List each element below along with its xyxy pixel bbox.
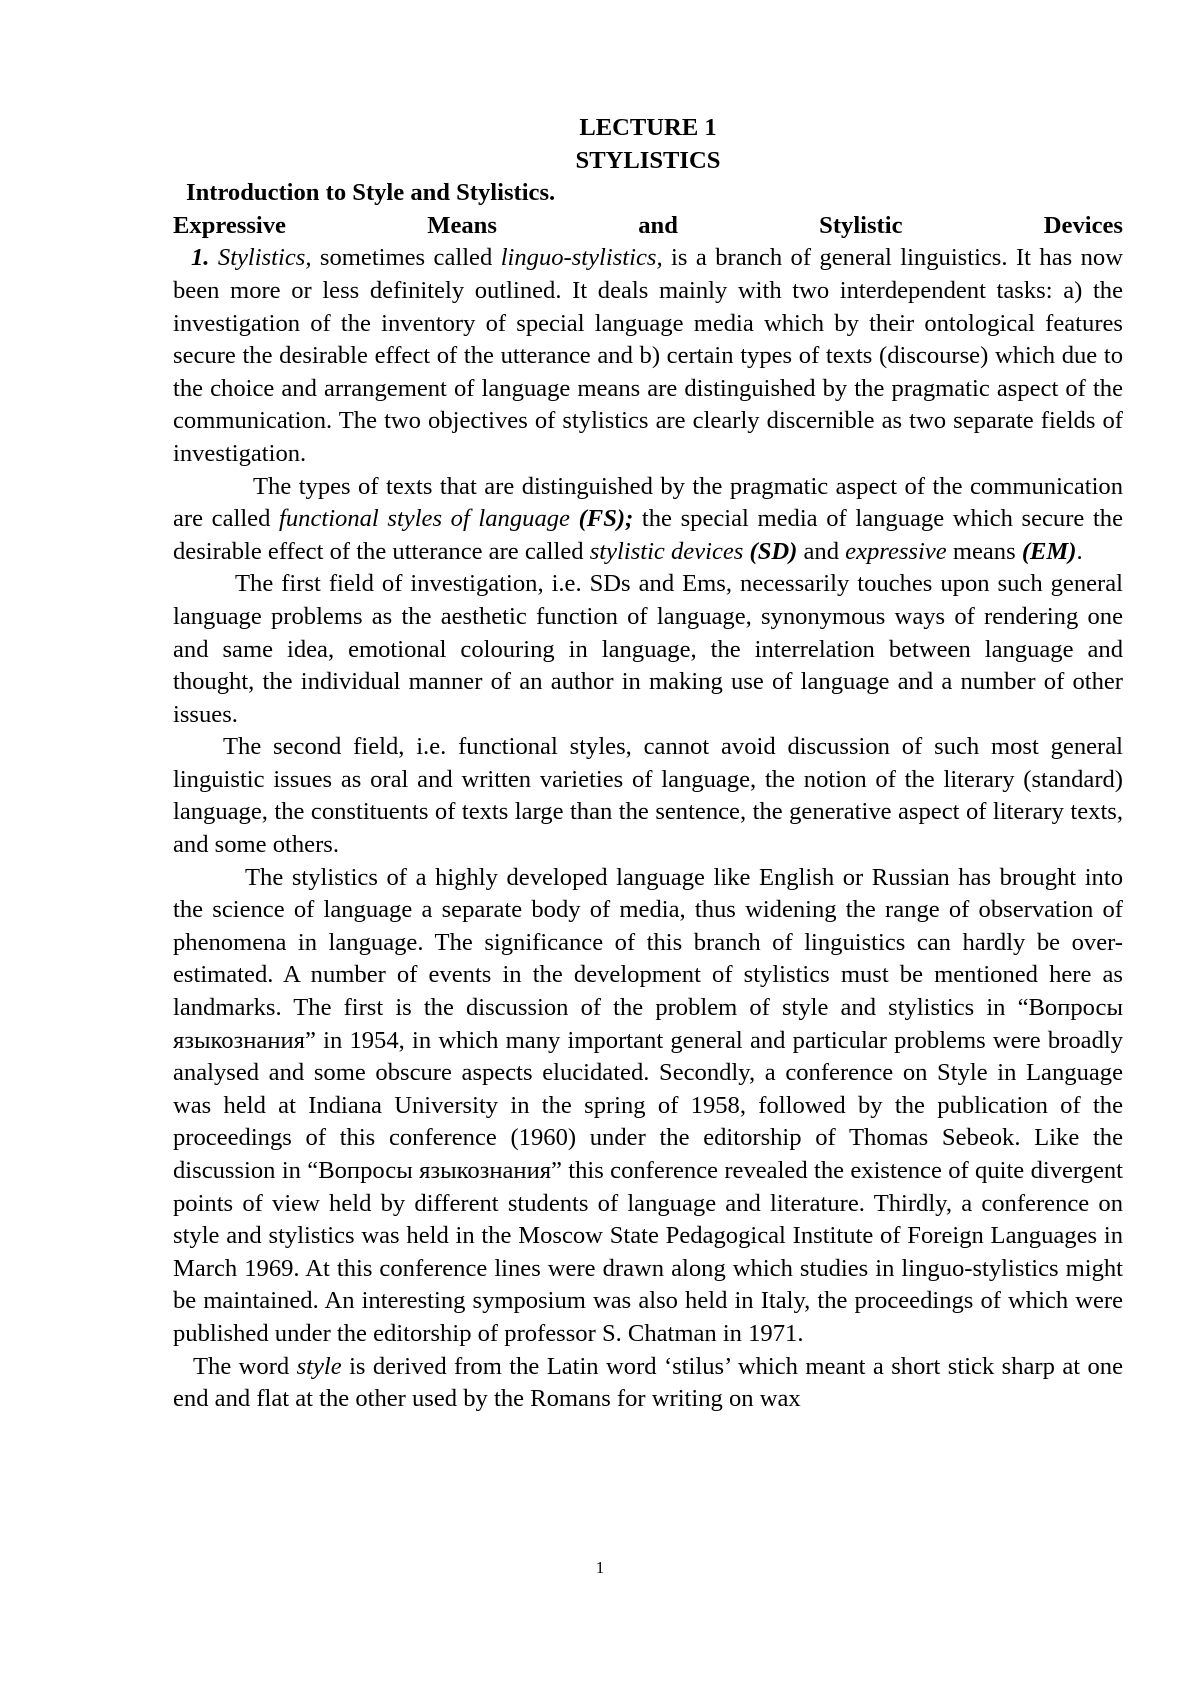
abbr-fs: (FS); [578,505,634,533]
abbr-em: (EM) [1021,537,1077,565]
term-stylistics: Stylistics, [217,244,312,272]
section-heading-word: Means [427,211,497,239]
term-functional-styles: functional styles of language [279,505,570,533]
section-heading [173,210,1123,243]
page-body [173,112,1123,1416]
section-heading-word: and [638,211,678,239]
intro-heading: Introduction to Style and Stylistics. [186,179,556,207]
section-heading-word: Expressive [173,211,286,239]
page-number: 1 [595,1558,605,1577]
term-stylistic-devices: stylistic devices [589,537,744,565]
abbr-sd: (SD) [749,537,798,565]
section-heading-word: Stylistic [819,211,903,239]
paragraph-6: The word style is derived from the Latin word ‘stilus’ which meant a short stick sharp at one end and flat at the other used by the Romans for writing on wax [173,1352,1123,1413]
paragraph-2: The types of texts that are distinguished by the pragmatic aspect of the communication are called functional styles of language (FS); the special media of language which secure the desirable effect of the utterance are called stylistic devices (SD) and expressive means (EM). [173,472,1123,565]
paragraph-5: The stylistics of a highly developed language like English or Russian has brought into the science of language a separate body of media, thus widening the range of observation of phenomena in language. The significance of this branch of linguistics can hardly be over-estimated. A number of events in the development of stylistics must be mentioned here as landmarks. The first is the discussion of the problem of style and stylistics in “Вопросы языкознания” in 1954, in which many important general and particular problems were broadly analysed and some obscure aspects elucidated. Secondly, a conference on Style in Language was held at Indiana University in the spring of 1958, followed by the publication of the proceedings of this conference (1960) under the editorship of Thomas Sebeok. Like the discussion in “Вопросы языкознания” this conference revealed the existence of quite divergent points of view held by different students of language and literature. Thirdly, a conference on style and stylistics was held in the Moscow State Pedagogical Institute of Foreign Languages in March 1969. At this conference lines were drawn along which studies in linguo-stylistics might be maintained. An interesting symposium was also held in Italy, the proceedings of which were published under the editorship of professor S. Chatman in 1971. [173,863,1123,1347]
paragraph-4: The second field, i.e. functional styles, cannot avoid discussion of such most general linguistic issues as oral and written varieties of language, the notion of the literary (standard) language, the constituents of texts large than the sentence, the generative aspect of literary texts, and some others. [173,733,1123,859]
section-heading-word: Devices [1043,211,1123,239]
term-style: style [296,1352,342,1380]
term-linguo-stylistics: linguo-stylistics, [500,244,663,272]
paragraph-number: 1. [191,244,210,272]
paragraph-1: 1. Stylistics, sometimes called linguo-stylistics, is a branch of general linguistics. It has now been more or less definitely outlined. It deals mainly with two interdependent tasks: a) the investigation of the inventory of special language media which by their ontological features secure the desirable effect of the utterance and b) certain types of texts (discourse) which due to the choice and arrangement of language means are distinguished by the pragmatic aspect of the communication. The two objectives of stylistics are clearly discernible as two separate fields of investigation. [173,244,1123,467]
paragraph-3: The first field of investigation, i.e. SDs and Ems, necessarily touches upon such general language problems as the aesthetic function of language, synonymous ways of rendering one and same idea, emotional colouring in language, the interrelation between language and thought, the individual manner of an author in making use of language and a number of other issues. [173,570,1123,728]
lecture-subtitle: STYLISTICS [575,146,721,174]
lecture-title: LECTURE 1 [579,114,717,141]
term-expressive: expressive [845,537,947,565]
